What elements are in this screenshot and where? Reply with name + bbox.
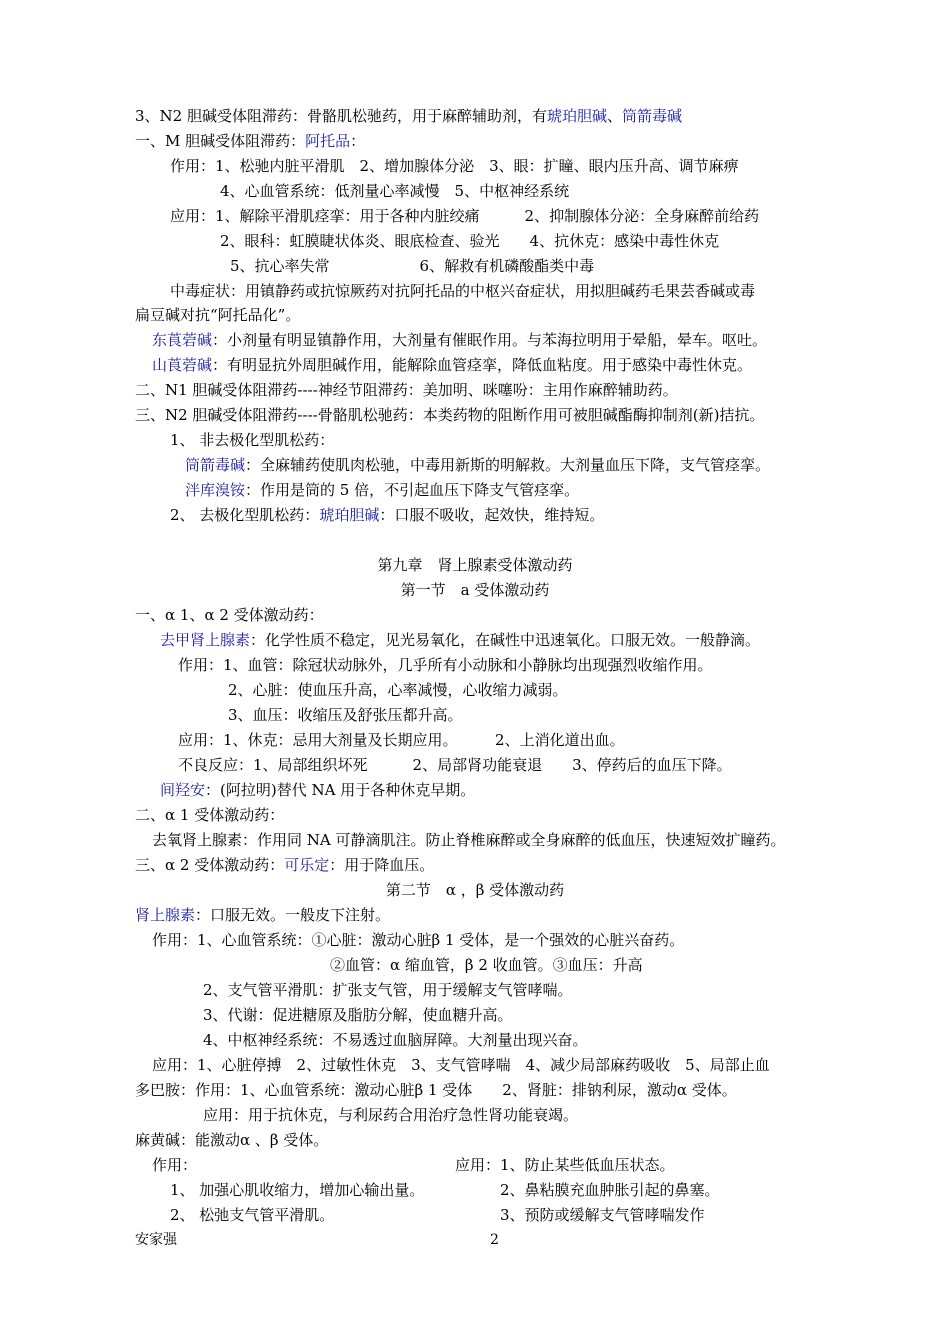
text-line: 不良反应：1、局部组织坏死 2、局部肾功能衰退 3、停药后的血压下降。	[178, 756, 732, 774]
text-line	[152, 330, 767, 350]
text-line: ②血管：α 缩血管，β 2 收血管。③血压：升高	[330, 956, 643, 974]
text-line: 3、预防或缓解支气管哮喘发作	[500, 1206, 705, 1224]
text-span: ：全麻辅药使肌肉松驰，中毒用新斯的明解救。大剂量血压下降，支气管痉挛。	[245, 456, 771, 474]
text-line	[135, 106, 682, 126]
drug-name: 间羟安	[160, 781, 206, 799]
text-line	[185, 480, 579, 500]
drug-name: 可乐定	[284, 856, 330, 874]
text-span: ：作用是筒的 5 倍，不引起血压下降支气管痉挛。	[245, 481, 580, 499]
text-line: 应用：1、解除平滑肌痉挛：用于各种内脏绞痛 2、抑制腺体分泌：全身麻醉前给药	[170, 207, 760, 225]
text-line: 1、 加强心肌收缩力，增加心输出量。	[170, 1181, 425, 1199]
text-span: 一、M 胆碱受体阻滞药：	[135, 132, 306, 150]
text-line: 2、支气管平滑肌：扩张支气管，用于缓解支气管哮喘。	[203, 981, 573, 999]
section-heading: 二、N1 胆碱受体阻滞药----神经节阻滞药：美加明、咪噻吩：主用作麻醉辅助药。	[135, 381, 678, 399]
drug-name: 琥珀胆碱	[319, 506, 380, 524]
drug-name: 山莨菪碱	[152, 356, 213, 374]
text-span: ：口服不吸收，起效快，维持短。	[379, 506, 605, 524]
text-span: 、	[607, 107, 623, 125]
text-line: 2、 松弛支气管平滑肌。	[170, 1206, 335, 1224]
text-line: 1、 非去极化型肌松药：	[170, 431, 335, 449]
text-line: 2、心脏：使血压升高，心率减慢，心收缩力减弱。	[228, 681, 568, 699]
text-span: ：(阿拉明)替代 NA 用于各种休克早期。	[205, 781, 476, 799]
section-heading: 二、α 1 受体激动药：	[135, 806, 285, 824]
chapter-title: 第九章 肾上腺素受体激动药	[377, 556, 573, 574]
text-line: 4、心血管系统：低剂量心率减慢 5、中枢神经系统	[220, 182, 570, 200]
text-line: 麻黄碱：能激动α 、β 受体。	[135, 1131, 329, 1149]
drug-name: 泮库溴铵	[185, 481, 246, 499]
section-title: 第一节 a 受体激动药	[400, 581, 550, 599]
text-line	[152, 355, 752, 375]
text-span: ：有明显抗外周胆碱作用，能解除血管痉挛，降低血粘度。用于感染中毒性休克。	[212, 356, 753, 374]
drug-name: 去甲肾上腺素	[160, 631, 251, 649]
text-span: ：用于降血压。	[329, 856, 435, 874]
text-line: 多巴胺：作用：1、心血管系统：激动心脏β 1 受体 2、肾脏：排钠利尿，激动α 受体。	[135, 1081, 737, 1099]
drug-name: 阿托品	[305, 132, 351, 150]
text-span: ：小剂量有明显镇静作用，大剂量有催眠作用。与苯海拉明用于晕船，晕车。呕吐。	[212, 331, 768, 349]
drug-name: 筒箭毒碱	[185, 456, 246, 474]
section-heading: 一、α 1、α 2 受体激动药：	[135, 606, 324, 624]
text-line	[185, 455, 770, 475]
text-line: 应用：用于抗休克，与利尿药合用治疗急性肾功能衰竭。	[203, 1106, 579, 1124]
text-line	[135, 905, 390, 925]
page-number: 2	[490, 1232, 499, 1248]
text-line: 作用：1、心血管系统：①心脏：激动心脏β 1 受体，是一个强效的心脏兴奋药。	[152, 931, 685, 949]
text-span: 3、N2 胆碱受体阻滞药：骨骼肌松驰药，用于麻醉辅助剂，有	[135, 107, 547, 125]
drug-name: 肾上腺素	[135, 906, 196, 924]
text-span: ：化学性质不稳定，见光易氧化，在碱性中迅速氧化。口服无效。一般静滴。	[250, 631, 761, 649]
text-line: 扁豆碱对抗“阿托品化”。	[135, 306, 301, 324]
text-line: 2、眼科：虹膜睫状体炎、眼底检查、验光 4、抗休克：感染中毒性休克	[220, 232, 720, 250]
text-line: 3、代谢：促进糖原及脂肪分解，使血糖升高。	[203, 1006, 513, 1024]
text-line: 3、血压：收缩压及舒张压都升高。	[228, 706, 463, 724]
drug-name: 琥珀胆碱	[546, 107, 607, 125]
text-line: 作用：1、血管：除冠状动脉外，几乎所有小动脉和小静脉均出现强烈收缩作用。	[178, 656, 713, 674]
text-line: 中毒症状：用镇静药或抗惊厥药对抗阿托品的中枢兴奋症状，用拟胆碱药毛果芸香碱或毒	[170, 282, 756, 300]
text-span: ：	[350, 132, 366, 150]
text-line: 去氧肾上腺素：作用同 NA 可静滴肌注。防止脊椎麻醉或全身麻醉的低血压，快速短效扩瞳药。	[152, 831, 786, 849]
section-heading	[135, 131, 365, 151]
section-title: 第二节 α ，β 受体激动药	[385, 881, 565, 899]
footer-author: 安家强	[135, 1232, 177, 1248]
section-heading: 三、N2 胆碱受体阻滞药----骨骼肌松驰药：本类药物的阻断作用可被胆碱酯酶抑制剂(新)拮抗。	[135, 406, 765, 424]
drug-name: 东莨菪碱	[152, 331, 213, 349]
text-line: 应用：1、心脏停搏 2、过敏性休克 3、支气管哮喘 4、减少局部麻药吸收 5、局部止血	[152, 1056, 770, 1074]
text-line: 作用：1、松驰内脏平滑肌 2、增加腺体分泌 3、眼：扩瞳、眼内压升高、调节麻痹	[170, 157, 739, 175]
text-line: 作用：	[152, 1156, 198, 1174]
text-line	[170, 505, 604, 525]
text-span: 三、α 2 受体激动药：	[135, 856, 285, 874]
text-line	[160, 780, 475, 800]
text-span: 2、 去极化型肌松药：	[170, 506, 320, 524]
text-line: 5、抗心率失常 6、解救有机磷酸酯类中毒	[230, 257, 595, 275]
text-line: 应用：1、防止某些低血压状态。	[455, 1156, 675, 1174]
text-line	[160, 630, 760, 650]
text-span: ：口服无效。一般皮下注射。	[195, 906, 391, 924]
text-line: 4、中枢神经系统：不易透过血脑屏障。大剂量出现兴奋。	[203, 1031, 588, 1049]
section-heading	[135, 855, 434, 875]
text-line: 应用：1、休克：忌用大剂量及长期应用。 2、上消化道出血。	[178, 731, 625, 749]
drug-name: 筒箭毒碱	[622, 107, 683, 125]
text-line: 2、鼻粘膜充血肿胀引起的鼻塞。	[500, 1181, 720, 1199]
